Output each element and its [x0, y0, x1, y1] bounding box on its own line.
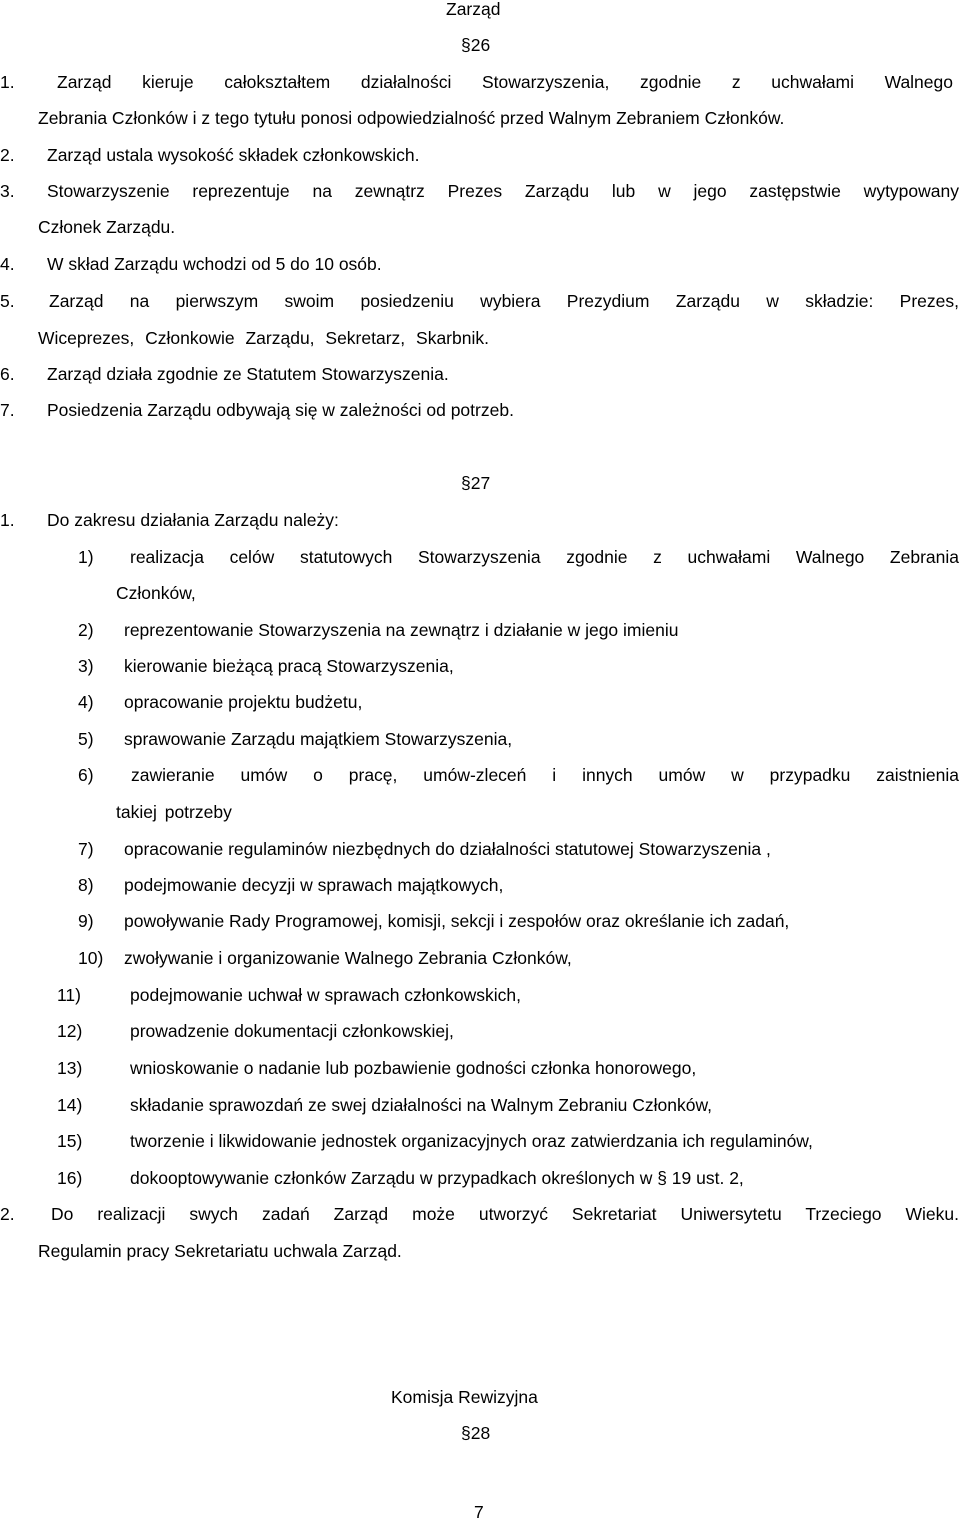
item-26-6-line1: Zarząd działa zgodnie ze Statutem Stowarzyszenia.: [47, 364, 449, 384]
section-title-zarzad: Zarząd: [446, 0, 501, 19]
subitem-2-line1: reprezentowanie Stowarzyszenia na zewnątrz i działanie w jego imieniu: [124, 620, 679, 640]
subitem-1-line1: realizacja celów statutowych Stowarzyszenia zgodnie z uchwałami Walnego Zebrania: [130, 547, 959, 567]
subitem-14-line1: składanie sprawozdań ze swej działalności na Walnym Zebraniu Członków,: [130, 1095, 712, 1115]
page-number: 7: [474, 1502, 484, 1522]
subitem-8-number: 8): [78, 875, 94, 895]
item-26-2-line1: Zarząd ustala wysokość składek członkowskich.: [47, 145, 420, 165]
item-26-5-line2: Wiceprezes, Członkowie Zarządu, Sekretarz, Skarbnik.: [38, 328, 489, 348]
item-26-1-line1: Zarząd kieruje całokształtem działalności Stowarzyszenia, zgodnie z uchwałami Walnego: [57, 72, 953, 92]
item-26-5-line1: Zarząd na pierwszym swoim posiedzeniu wybiera Prezydium Zarządu w składzie: Prezes,: [49, 291, 959, 311]
paragraph-27: §27: [461, 473, 491, 493]
subitem-16-line1: dokooptowywanie członków Zarządu w przypadkach określonych w § 19 ust. 2,: [130, 1168, 744, 1188]
item-27-1-text: Do zakresu działania Zarządu należy:: [47, 510, 339, 530]
subitem-13-line1: wnioskowanie o nadanie lub pozbawienie godności członka honorowego,: [130, 1058, 697, 1078]
subitem-3-line1: kierowanie bieżącą pracą Stowarzyszenia,: [124, 656, 454, 676]
subitem-15-number: 15): [57, 1131, 83, 1151]
subitem-6-line1: zawieranie umów o pracę, umów-zleceń i innych umów w przypadku zaistnienia: [131, 765, 959, 785]
subitem-5-number: 5): [78, 729, 94, 749]
subitem-12-number: 12): [57, 1021, 83, 1041]
subitem-15-line1: tworzenie i likwidowanie jednostek organizacyjnych oraz zatwierdzania ich regulaminów,: [130, 1131, 813, 1151]
subitem-16-number: 16): [57, 1168, 83, 1188]
subitem-2-number: 2): [78, 620, 94, 640]
subitem-9-number: 9): [78, 911, 94, 931]
subitem-4-line1: opracowanie projektu budżetu,: [124, 692, 363, 712]
subitem-11-number: 11): [57, 985, 81, 1005]
subitem-7-number: 7): [78, 839, 94, 859]
subitem-4-number: 4): [78, 692, 94, 712]
subitem-1-line2: Członków,: [116, 583, 196, 603]
subitem-10-number: 10): [78, 948, 104, 968]
subitem-13-number: 13): [57, 1058, 83, 1078]
item-26-7-number: 7.: [0, 400, 15, 420]
subitem-1-number: 1): [78, 547, 94, 567]
subitem-11-line1: podejmowanie uchwał w sprawach członkowskich,: [130, 985, 522, 1005]
subitem-14-number: 14): [57, 1095, 83, 1115]
paragraph-26: §26: [461, 35, 491, 55]
section-title-komisja-rewizyjna: Komisja Rewizyjna: [391, 1387, 538, 1407]
item-26-6-number: 6.: [0, 364, 15, 384]
item-26-3-line1: Stowarzyszenie reprezentuje na zewnątrz Prezes Zarządu lub w jego zastępstwie wytypowany: [47, 181, 959, 201]
paragraph-28: §28: [461, 1423, 491, 1443]
item-26-2-number: 2.: [0, 145, 15, 165]
item-26-7-line1: Posiedzenia Zarządu odbywają się w zależności od potrzeb.: [47, 400, 514, 420]
subitem-12-line1: prowadzenie dokumentacji członkowskiej,: [130, 1021, 454, 1041]
item-26-1-line2: Zebrania Członków i z tego tytułu ponosi odpowiedzialność przed Walnym Zebraniem Członków.: [38, 108, 785, 128]
item-26-1-number: 1.: [0, 72, 15, 92]
subitem-3-number: 3): [78, 656, 94, 676]
item-27-2-number: 2.: [0, 1204, 15, 1224]
item-27-1-number: 1.: [0, 510, 15, 530]
item-26-5-number: 5.: [0, 291, 15, 311]
subitem-10-line1: zwoływanie i organizowanie Walnego Zebrania Członków,: [124, 948, 572, 968]
subitem-9-line1: powoływanie Rady Programowej, komisji, sekcji i zespołów oraz określanie ich zadań,: [124, 911, 790, 931]
item-26-3-number: 3.: [0, 181, 15, 201]
item-26-4-number: 4.: [0, 254, 15, 274]
item-26-3-line2: Członek Zarządu.: [38, 217, 176, 237]
item-26-4-line1: W skład Zarządu wchodzi od 5 do 10 osób.: [47, 254, 382, 274]
subitem-5-line1: sprawowanie Zarządu majątkiem Stowarzyszenia,: [124, 729, 513, 749]
item-27-2-line2: Regulamin pracy Sekretariatu uchwala Zarząd.: [38, 1241, 402, 1261]
subitem-8-line1: podejmowanie decyzji w sprawach majątkowych,: [124, 875, 504, 895]
subitem-6-line2: takiej potrzeby: [116, 802, 232, 822]
item-27-2-line1: Do realizacji swych zadań Zarząd może utworzyć Sekretariat Uniwersytetu Trzeciego Wieku.: [51, 1204, 959, 1224]
subitem-6-number: 6): [78, 765, 94, 785]
subitem-7-line1: opracowanie regulaminów niezbędnych do działalności statutowej Stowarzyszenia ,: [124, 839, 771, 859]
